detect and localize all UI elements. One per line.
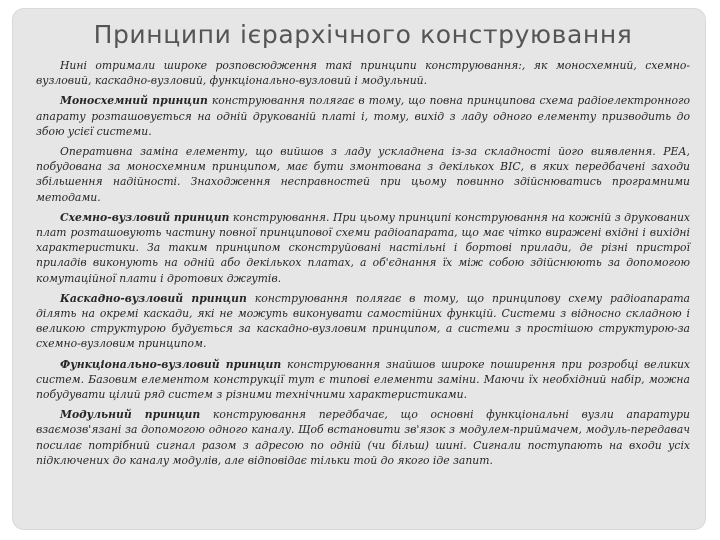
term-cascade-node: Каскадно-вузловий принцип: [60, 291, 247, 305]
term-monoscheme: Моносхемний принцип: [60, 94, 208, 108]
paragraph-functional-node: [36, 357, 690, 403]
paragraph-text: конструювання полягає в тому, що принципову схему радіоапарата ділять на окремі каскади, які не можуть виконувати самостійних функцій. Системи з відносно складною і великою структурою будується за каскадно-вузловим принципом, а системи з простішою структурою-за схемно-вузловим принципом.: [36, 291, 690, 351]
paragraph-text: Оперативна заміна елементу, що вийшов з ладу ускладнена із-за складності його виявлення. РЕА, побудована за моносхемним принципом, має бути змонтована з декількох ВІС, в яких передбачені заходи збільшення надійності. Знаходження несправностей при цьому повинно здійснюватись програмними методами.: [36, 145, 690, 204]
slide-body: [36, 58, 690, 468]
paragraph-text: конструювання полягає в тому, що повна принципова схема радіоелектронного апарату розташовується на одній друкованій платі і, тому, вихід з ладу одного елементу призводить до збою усієї системи.: [36, 94, 690, 138]
paragraph-replacement: [36, 144, 690, 205]
paragraph-text: конструювання знайшов широке поширення при розробці великих систем. Базовим елементом конструкції тут є типові елементи заміни. Маючи їх необхідний набір, можна побудувати цілий ряд систем з різними технічними характеристиками.: [36, 357, 690, 402]
slide: [12, 8, 706, 530]
term-scheme-node: Схемно-вузловий принцип: [60, 210, 230, 224]
term-functional-node: Функціонально-вузловий принцип: [60, 357, 282, 371]
paragraph-scheme-node: [36, 210, 690, 286]
term-modular: Модульний принцип: [60, 408, 201, 422]
paragraph-cascade-node: [36, 291, 690, 352]
paragraph-text: конструювання передбачає, що основні функціональні вузли апаратури взаємозв'язані за допомогою одного каналу. Щоб встановити зв'язок з модулем-приймачем, модуль-передавач посилає потрібний сигнал разом з адресою по одній (чи більш) шині. Сигнали поступають на входи усіх підключених до каналу модулів, але відповідає тільки той до якого іде запит.: [36, 408, 690, 467]
slide-title: Принципи ієрархічного конструювання: [93, 20, 633, 49]
paragraph-intro: [36, 58, 690, 88]
paragraph-text: Нині отримали широке розповсюдження такі принципи конструювання:, як моносхемний, схемно-вузловий, каскадно-вузловий, функціонально-вузловий і модульний.: [36, 59, 690, 88]
paragraph-modular: [36, 407, 690, 468]
paragraph-monoscheme: [36, 93, 690, 139]
paragraph-text: конструювання. При цьому принципі конструювання на кожній з друкованих плат розташовують частину повної принципової схеми радіоапарата, що має чітко виражені вхідні і вихідні характеристики. За таким принципом сконструйовані настільні і бортові прилади, де різні пристрої приладів виконують на одній або декількох платах, а об'єднання їх між собою здійснюють за допомогою комутаційної плати і дротових джгутів.: [36, 210, 690, 285]
